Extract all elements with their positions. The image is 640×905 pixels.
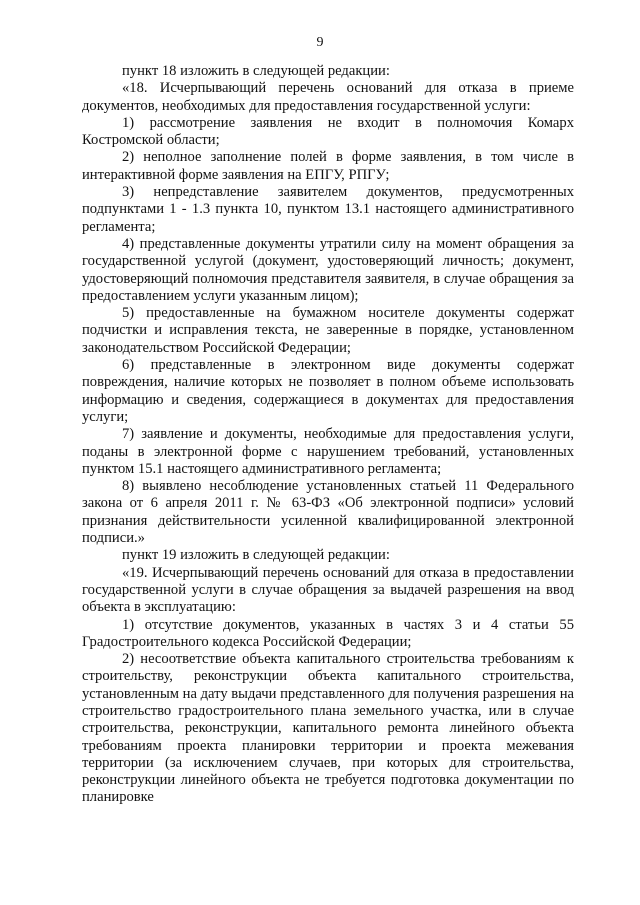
list-item-p19-1: 1) отсутствие документов, указанных в частях 3 и 4 статьи 55 Градостроительного кодекса Российской Федерации; bbox=[82, 616, 574, 650]
list-item-p18-6: 6) представленные в электронном виде документы содержат повреждения, наличие которых не позволяет в полном объеме использовать информацию и сведения, содержащиеся в документах для предоставления услуги; bbox=[82, 357, 574, 425]
list-item-p18-4: 4) представленные документы утратили силу на момент обращения за государственной услугой (документ, удостоверяющий личность; документ, удостоверяющий полномочия представителя заявителя, в случае обращения за предоставлением услуги указанным лицом); bbox=[82, 235, 574, 304]
list-item-p18-2: 2) неполное заполнение полей в форме заявления, в том числе в интерактивной форме заявления на ЕПГУ, РПГУ; bbox=[82, 149, 574, 183]
list-item-p18-5: 5) предоставленные на бумажном носителе документы содержат подчистки и исправления текста, не заверенные в порядке, установленном законодательством Российской Федерации; bbox=[82, 305, 574, 356]
paragraph-p19-heading: «19. Исчерпывающий перечень оснований для отказа в предоставлении государственной услуги в случае обращения за выдачей разрешения на ввод объекта в эксплуатацию: bbox=[82, 564, 574, 616]
paragraph-p18-heading: «18. Исчерпывающий перечень оснований для отказа в приеме документов, необходимых для предоставления государственной услуги: bbox=[82, 80, 574, 114]
paragraph-amend-p19: пункт 19 изложить в следующей редакции: bbox=[122, 547, 390, 564]
list-item-p18-8: 8) выявлено несоблюдение установленных статьей 11 Федерального закона от 6 апреля 2011 г. № 63-ФЗ «Об электронной подписи» условий признания действительности усиленной квалифицированной электронной подписи.» bbox=[82, 478, 574, 547]
list-item-p18-3: 3) непредставление заявителем документов, предусмотренных подпунктами 1 - 1.3 пункта 10, пунктом 13.1 настоящего административного регламента; bbox=[82, 184, 574, 235]
document-body bbox=[82, 63, 574, 807]
paragraph-amend-p18: пункт 18 изложить в следующей редакции: bbox=[122, 63, 390, 79]
list-item-p18-7: 7) заявление и документы, необходимые для предоставления услуги, поданы в электронной форме с нарушением требований, установленных пунктом 15.1 настоящего административного регламента; bbox=[82, 426, 574, 477]
page-number: 9 bbox=[316, 35, 324, 50]
list-item-p19-2: 2) несоответствие объекта капитального строительства требованиям к строительству, реконструкции объекта капитального строительства, установленным на дату выдачи представленного для получения разрешения на строительство градостроительного плана земельного участка, или в случае строительства, реконструкции, капитального ремонта линейного объекта требованиям проекта планировки территории и проекта межевания территории (за исключением случаев, при которых для строительства, реконструкции линейного объекта не требуется подготовка документации по планировке bbox=[82, 651, 575, 806]
list-item-p18-1: 1) рассмотрение заявления не входит в полномочия Комарх Костромской области; bbox=[82, 114, 574, 149]
